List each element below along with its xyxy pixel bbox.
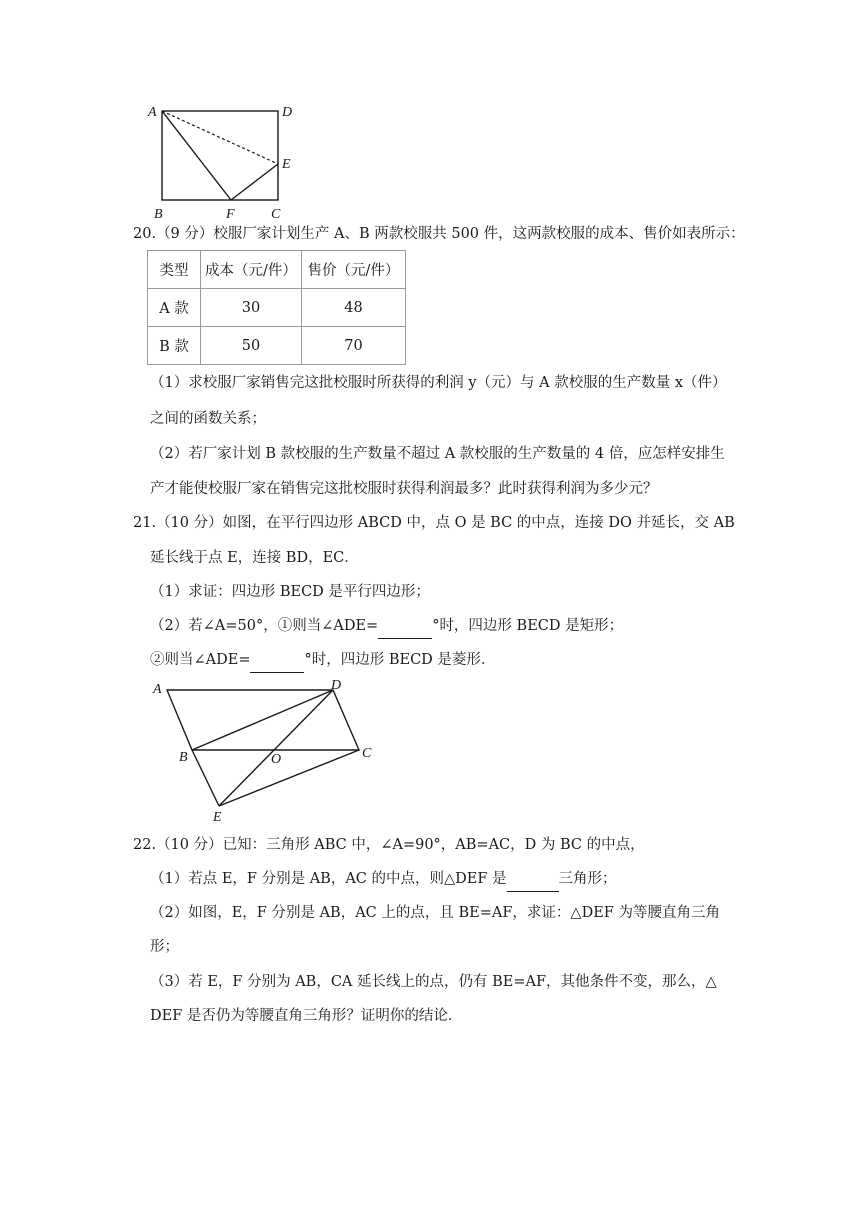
q21-part2-text-b: °时，四边形 BECD 是矩形； [432, 618, 624, 634]
q21-part2 [150, 616, 623, 639]
table-header-cost: 成本（元/件） [201, 251, 302, 289]
q21-number: 21. [133, 515, 157, 531]
q21-part3-text-a: ②则当∠ADE= [150, 652, 251, 668]
label-o: O [271, 752, 282, 767]
q22-part3-line2: DEF 是否仍为等腰直角三角形？证明你的结论． [150, 1008, 463, 1024]
q22-number: 22. [133, 837, 157, 853]
label-c: C [362, 746, 372, 761]
q21-intro-text: 如图，在平行四边形 ABCD 中，点 O 是 BC 的中点，连接 DO 并延长，交 AB [222, 515, 735, 531]
q21-points: （10 分） [156, 515, 223, 531]
q21-answer-blank-rhombus[interactable] [250, 652, 304, 673]
q20-points: （9 分） [156, 226, 214, 242]
figure-parallelogram [145, 675, 385, 825]
q22-part2-line2: 形； [150, 939, 179, 955]
table-row [148, 327, 406, 365]
dashed-ae [162, 111, 278, 164]
q22-part3-line1: （3）若 E，F 分别为 AB，CA 延长线上的点，仍有 BE=AF，其他条件不变，那么，△ [150, 974, 717, 990]
q21-part3-text-b: °时，四边形 BECD 是菱形． [304, 652, 496, 668]
q22-part1 [150, 869, 617, 892]
q20-part1-line1: （1）求校服厂家销售完这批校服时所获得的利润 y（元）与 A 款校服的生产数量 x（件） [150, 375, 727, 391]
q21-part3 [150, 650, 495, 673]
label-c: C [271, 207, 281, 222]
table-row [148, 251, 406, 289]
q21-part2-text-a: （2）若∠A=50°，①则当∠ADE= [150, 618, 379, 634]
label-b: B [179, 750, 188, 765]
q21-intro-line2: 延长线于点 E，连接 BD，EC． [150, 550, 359, 566]
label-e: E [213, 810, 222, 825]
segment-fe [231, 164, 278, 200]
q21-intro-line1 [133, 513, 735, 533]
q21-answer-blank-rectangle[interactable] [378, 618, 432, 639]
segment-af [162, 111, 231, 200]
q22-intro [133, 835, 645, 855]
q20-part2-line1: （2）若厂家计划 B 款校服的生产数量不超过 A 款校服的生产数量的 4 倍，应怎样安排生 [150, 446, 725, 462]
q22-answer-blank-triangle[interactable] [507, 871, 559, 892]
figure-rectangle-abcd [140, 96, 310, 226]
label-e: E [282, 157, 291, 172]
table-row [148, 289, 406, 327]
q20-table [147, 250, 406, 365]
label-a: A [148, 105, 157, 120]
label-d: D [282, 105, 293, 120]
table-cell: 50 [201, 327, 302, 365]
table-cell: 48 [302, 289, 406, 327]
table-cell: 70 [302, 327, 406, 365]
table-cell: B 款 [148, 327, 201, 365]
q22-part1-text-b: 三角形； [558, 871, 617, 887]
table-cell: A 款 [148, 289, 201, 327]
q20-intro [133, 224, 745, 244]
label-a: A [153, 682, 162, 697]
segment-de [219, 690, 333, 806]
q20-intro-text: 校服厂家计划生产 A、B 两款校服共 500 件，这两款校服的成本、售价如表所示： [213, 226, 745, 242]
table-cell: 30 [201, 289, 302, 327]
q20-part2-line2: 产才能使校服厂家在销售完这批校服时获得利润最多？此时获得利润为多少元？ [150, 481, 658, 497]
q21-part1: （1）求证：四边形 BECD 是平行四边形； [150, 584, 430, 600]
label-f: F [226, 207, 235, 222]
label-d: D [331, 678, 342, 693]
q20-number: 20. [133, 226, 157, 242]
table-header-price: 售价（元/件） [302, 251, 406, 289]
q22-part2-line1: （2）如图，E，F 分别是 AB，AC 上的点，且 BE=AF，求证：△DEF 为等腰直角三角 [150, 905, 720, 921]
segment-bd [192, 690, 333, 750]
q22-intro-text: 已知：三角形 ABC 中，∠A=90°，AB=AC，D 为 BC 的中点， [222, 837, 645, 853]
q20-part1-line2: 之间的函数关系； [150, 411, 266, 427]
q22-points: （10 分） [156, 837, 223, 853]
segment-be [192, 750, 219, 806]
segment-ec [219, 750, 359, 806]
label-b: B [154, 207, 163, 222]
table-header-type: 类型 [148, 251, 201, 289]
q22-part1-text-a: （1）若点 E，F 分别是 AB，AC 的中点，则△DEF 是 [150, 871, 507, 887]
